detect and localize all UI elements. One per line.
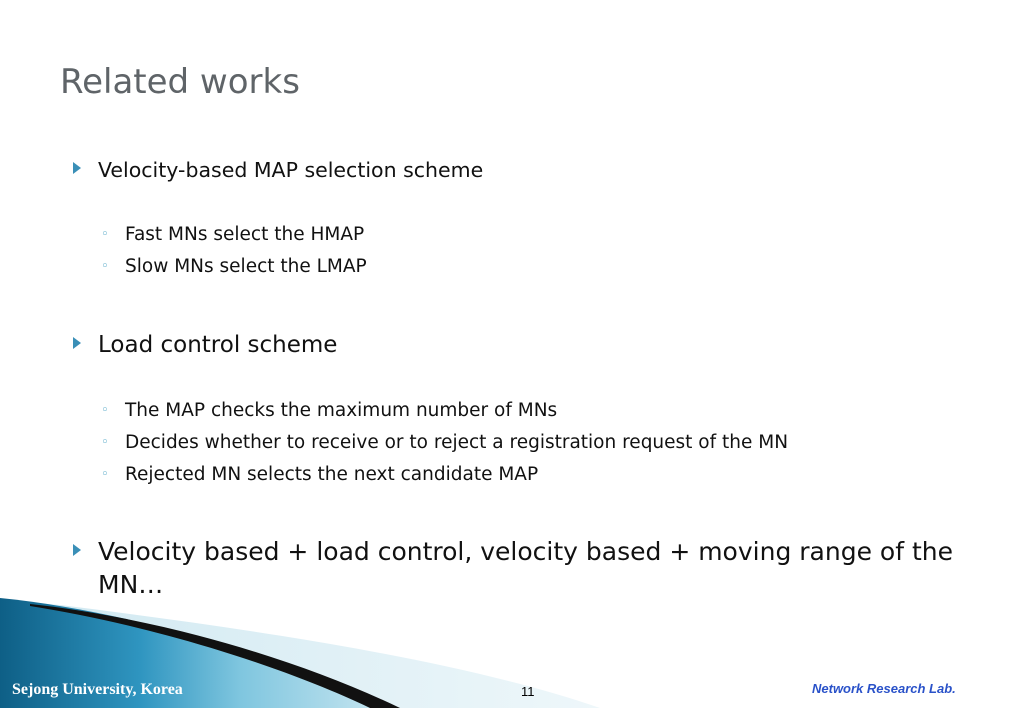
slide-title: Related works <box>60 62 300 102</box>
sub-item <box>101 432 788 453</box>
circle-outline-icon: ◦ <box>101 403 109 418</box>
footer-university: Sejong University, Korea <box>12 681 183 698</box>
circle-outline-icon: ◦ <box>101 227 109 242</box>
sub-item-text: Decides whether to receive or to reject a registration request of the MN <box>125 432 789 453</box>
sub-item <box>101 224 364 245</box>
bullet-item-2 <box>72 328 337 362</box>
sub-item <box>101 464 538 485</box>
circle-outline-icon: ◦ <box>101 435 109 450</box>
bullet-item-3 <box>72 535 968 601</box>
bullet-text: Velocity-based MAP selection scheme <box>98 158 484 182</box>
triangle-right-icon <box>72 162 82 174</box>
sub-item <box>101 256 367 277</box>
sub-item-text: Slow MNs select the LMAP <box>125 256 367 277</box>
sub-item-text: Rejected MN selects the next candidate MAP <box>125 464 539 485</box>
sub-item-text: Fast MNs select the HMAP <box>125 224 365 245</box>
circle-outline-icon: ◦ <box>101 259 109 274</box>
bullet-text: Load control scheme <box>98 332 338 358</box>
bullet-item-1 <box>72 153 483 187</box>
page-number: 11 <box>521 684 535 699</box>
footer-lab-name: Network Research Lab. <box>812 681 956 696</box>
sub-item-text: The MAP checks the maximum number of MNs <box>125 400 558 421</box>
circle-outline-icon: ◦ <box>101 467 109 482</box>
triangle-right-icon <box>72 337 82 349</box>
triangle-right-icon <box>72 544 82 556</box>
bullet-text: Velocity based + load control, velocity based + moving range of the MN… <box>98 537 953 599</box>
sub-item <box>101 400 557 421</box>
